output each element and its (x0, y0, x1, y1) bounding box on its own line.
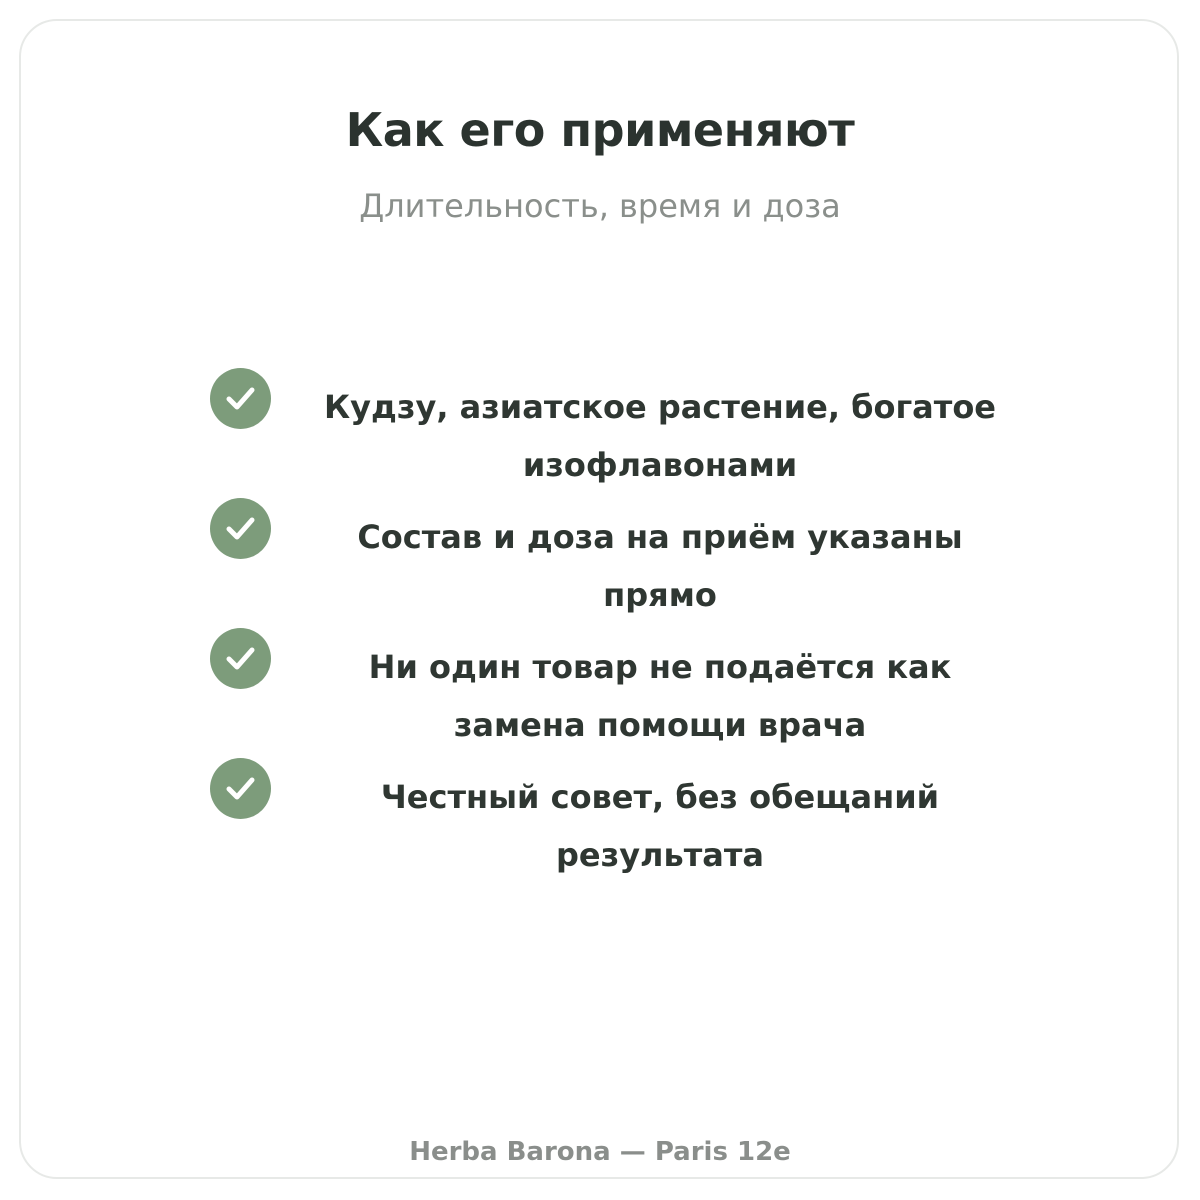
list-item (0, 628, 1200, 744)
list-item (0, 758, 1200, 874)
check-circle-icon (210, 368, 271, 429)
list-item-text: Состав и доза на приём указаны прямо (357, 518, 963, 614)
page-title: Как его применяют (345, 103, 855, 157)
footer-brand: Herba Barona — Paris 12e (409, 1137, 791, 1167)
check-circle-icon (210, 758, 271, 819)
check-circle-icon (210, 498, 271, 559)
list-item (0, 368, 1200, 484)
check-circle-icon (210, 628, 271, 689)
list-item-text: Честный совет, без обещаний результата (380, 778, 940, 874)
list-item-text: Ни один товар не подаётся как замена помощи врача (368, 648, 952, 744)
page-subtitle: Длительность, время и доза (359, 187, 841, 225)
list-item (0, 498, 1200, 614)
list-item-text: Кудзу, азиатское растение, богатое изофлавонами (324, 388, 996, 484)
